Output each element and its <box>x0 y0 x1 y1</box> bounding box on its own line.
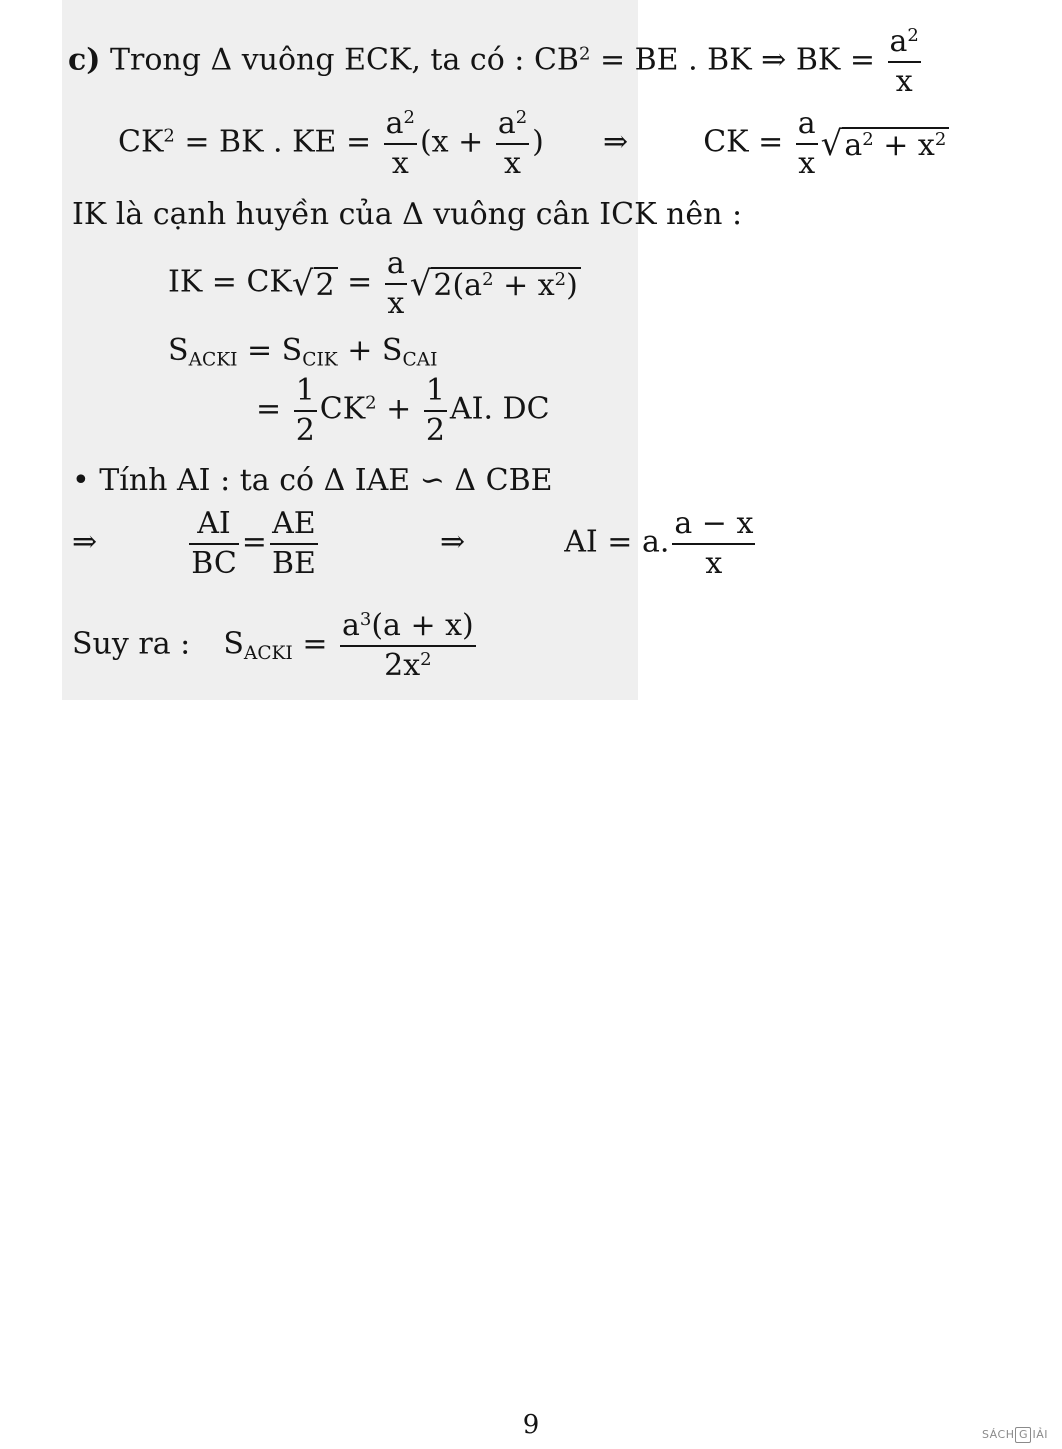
ik-sqrt-mid: + x <box>493 267 555 303</box>
area-s1: S <box>168 333 189 368</box>
area2-ck: CK <box>319 391 366 427</box>
ai-value-num: a − x <box>674 506 754 541</box>
ik-sqrt-x-exp: 2 <box>554 268 567 290</box>
part-c-line <box>68 26 924 97</box>
ik-line <box>168 248 581 319</box>
ck-fraction-2 <box>496 108 529 179</box>
watermark-left: SÁCH <box>982 1428 1015 1441</box>
ai-text-line: • Tính AI : ta có Δ IAE ∽ Δ CBE <box>72 463 553 498</box>
ck-fraction-1 <box>384 108 417 179</box>
ck-fraction-3 <box>796 108 818 179</box>
result-num-rest: (a + x) <box>371 608 474 643</box>
ae-be-fraction <box>270 508 318 579</box>
ik-fraction <box>385 248 407 319</box>
result-prefix: Suy ra : <box>72 626 191 662</box>
ai-value-den: x <box>705 545 723 581</box>
result-num-exp: 3 <box>359 609 372 631</box>
ck-f2-num-exp: 2 <box>515 107 528 129</box>
area-s1-sub: ACKI <box>188 349 238 371</box>
page-number: 9 <box>522 1410 540 1440</box>
area-s2-sub: CIK <box>302 349 338 371</box>
part-c-text-rest: = BE . BK ⇒ BK = <box>590 42 885 78</box>
ai-value-fraction <box>672 508 755 579</box>
ck-lhs: CK <box>118 124 164 160</box>
ck-f3-den: x <box>798 145 816 181</box>
ik-text-line: IK là cạnh huyền của Δ vuông cân ICK nên : <box>72 197 743 232</box>
ck-lhs-exp: 2 <box>163 125 175 147</box>
fraction-bar <box>340 645 476 647</box>
half-fraction-1 <box>294 375 317 446</box>
ik-sqrt-close: ) <box>566 267 578 303</box>
sqrt-icon: √ <box>409 263 432 304</box>
area2-ck-exp: 2 <box>365 392 377 414</box>
ck-sqrt <box>820 123 950 164</box>
ck-sqrt-a: a <box>844 127 863 163</box>
ai-bc-num: AI <box>197 506 231 541</box>
ik-sqrt-a-exp: 2 <box>482 268 494 290</box>
result-line <box>72 610 479 681</box>
ik-sqrt-a: 2(a <box>433 267 483 303</box>
area-line-1 <box>168 333 438 371</box>
cb-exponent: 2 <box>578 43 591 65</box>
watermark-right: IẢI <box>1032 1428 1048 1441</box>
bk-num-exp: 2 <box>907 25 919 47</box>
half2-den: 2 <box>425 412 445 448</box>
half-fraction-2 <box>424 375 447 446</box>
ae-be-den: BE <box>271 545 316 581</box>
ck-paren-open: (x + <box>419 124 493 160</box>
ck-f1-num-exp: 2 <box>403 107 415 129</box>
half1-num: 1 <box>295 373 315 408</box>
result-s: S <box>223 626 244 662</box>
ck-mid: = BK . KE = <box>174 124 381 160</box>
result-eq: = <box>292 626 337 662</box>
ck-f2-num: a <box>497 106 516 141</box>
fraction-bar <box>496 143 529 145</box>
area-s3-sub: CAI <box>402 349 438 371</box>
ck-sqrt-a-exp: 2 <box>862 128 874 150</box>
implies-arrow: ⇒ <box>72 524 98 560</box>
area-line-2 <box>256 375 550 446</box>
watermark-g-icon: G <box>1015 1427 1031 1443</box>
bk-den: x <box>895 63 913 99</box>
ck-f1-num: a <box>385 106 404 141</box>
ck-rhs: CK = <box>703 124 793 160</box>
sqrt-two-value: 2 <box>314 267 338 301</box>
area-plus: + S <box>337 333 403 368</box>
implies-arrow: ⇒ <box>439 524 466 560</box>
bk-fraction <box>888 26 921 97</box>
ai-bc-fraction <box>189 508 239 579</box>
ai-rhs: AI = a. <box>564 524 670 560</box>
result-num-a: a <box>342 608 360 643</box>
area-eq: = S <box>237 333 303 368</box>
implies-arrow: ⇒ <box>602 124 629 160</box>
ck-sqrt-plus: + x <box>873 127 935 163</box>
result-fraction <box>340 610 476 681</box>
ck-f1-den: x <box>391 145 409 181</box>
ck-line <box>118 108 949 179</box>
fraction-bar <box>270 543 318 545</box>
fraction-bar <box>672 543 755 545</box>
fraction-bar <box>888 61 921 63</box>
ai-line <box>72 508 758 579</box>
ik-f-num: a <box>386 246 405 281</box>
fraction-bar <box>384 143 417 145</box>
fraction-bar <box>385 283 407 285</box>
area2-eq: = <box>256 391 291 427</box>
ck-sqrt-x-exp: 2 <box>934 128 947 150</box>
bk-num: a <box>889 24 908 59</box>
sqrt-icon: √ <box>291 263 314 304</box>
ae-be-num: AE <box>272 506 316 541</box>
ai-eq: = <box>241 524 267 560</box>
result-den-exp: 2 <box>420 648 432 670</box>
result-den: 2x <box>384 647 421 683</box>
half1-den: 2 <box>295 412 315 448</box>
fraction-bar <box>189 543 239 545</box>
sqrt-two <box>291 263 338 304</box>
fraction-bar <box>294 410 317 412</box>
result-s-sub: ACKI <box>243 643 293 665</box>
area2-plus: + <box>376 391 421 427</box>
fraction-bar <box>424 410 447 412</box>
area2-tail: AI. DC <box>449 391 550 427</box>
ck-f3-num: a <box>797 106 816 141</box>
ai-bc-den: BC <box>191 545 237 581</box>
ck-paren-close: ) <box>532 124 544 160</box>
ck-f2-den: x <box>504 145 521 181</box>
part-c-text: Trong Δ vuông ECK, ta có : CB <box>110 42 579 78</box>
ik-lhs: IK = CK <box>168 264 292 300</box>
fraction-bar <box>796 143 818 145</box>
watermark-logo <box>982 1427 1048 1443</box>
half2-num: 1 <box>425 373 445 408</box>
ik-sqrt <box>409 263 581 304</box>
part-c-label: c) <box>68 42 101 78</box>
sqrt-icon: √ <box>820 123 843 164</box>
ik-eq: = <box>337 264 382 300</box>
ik-f-den: x <box>387 285 405 321</box>
